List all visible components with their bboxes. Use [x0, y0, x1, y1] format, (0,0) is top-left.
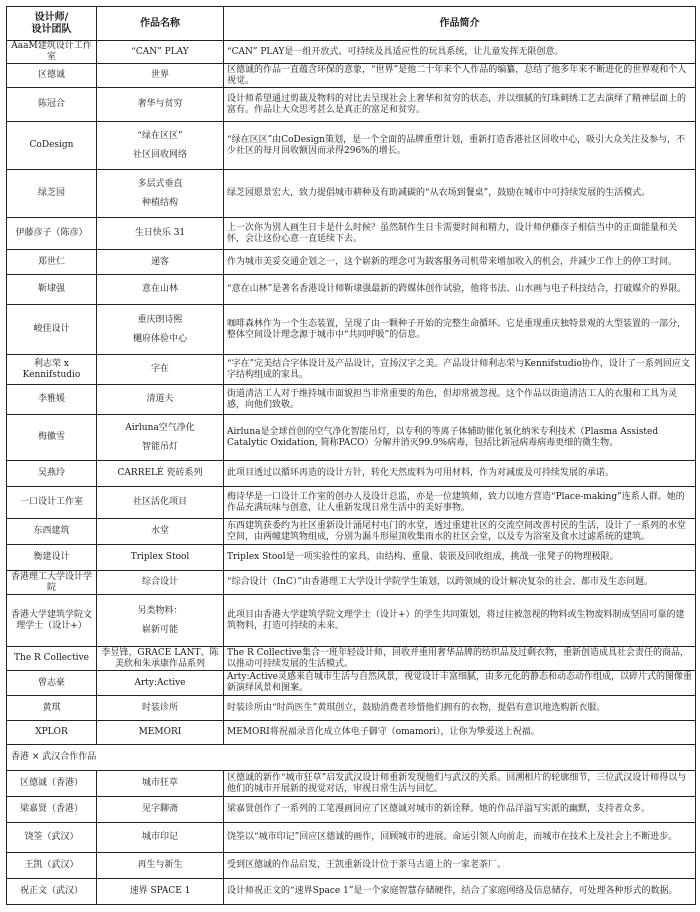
work-title-line: 递客: [150, 256, 169, 267]
description-cell: “意在山林”是著名香港设计师靳埭强最新的跨媒体创作试验，他将书法、山水画与电子科技结合，打破媒介的界限。: [224, 275, 696, 305]
description-cell: 梅诗华是一口设计工作室的创办人及设计总监，亦是一位建筑师，致力以地方营造“Place-making”连系人群。她的作品充满玩味与创意，让人重新发现日常生活中的美好事物。: [224, 487, 696, 519]
table-row: [7, 218, 696, 250]
designer-cell: CoDesign: [7, 122, 97, 170]
work-title-line: 社区活化项目: [132, 497, 187, 507]
table-row: [7, 122, 696, 170]
work-cell: [97, 671, 224, 696]
table-row: [7, 355, 696, 385]
work-title-line: MEMORI: [138, 727, 182, 737]
designer-cell: AaaM建筑设计工作室: [7, 41, 97, 64]
main-table-body: [7, 41, 696, 745]
table-row: [7, 595, 696, 647]
table-row: [7, 696, 696, 721]
work-title-line: Triplex Stool: [130, 552, 190, 562]
designer-cell: 峻佳设计: [7, 305, 97, 355]
table-row: [7, 415, 696, 461]
description-cell: Triplex Stool是一项实验性的家具，由结构、重量、装嵌及回收组成，挑战一张凳子的物理极限。: [224, 545, 696, 571]
description-cell: “绿在区区”由CoDesign策划，是一个全面的品牌重塑计划，重新打造香港社区回收中心，吸引大众关注及参与，不少社区的每月回收额因而录得296%的增长。: [224, 122, 696, 170]
work-title-line: 多层式垂直: [137, 178, 183, 189]
description-cell: 作为城市美妥交通企划之一，这个崭新的理念可为载客服务司机带来增加收入的机会，并减少工作上的停工时间。: [224, 250, 696, 275]
designer-cell: 曾志豪: [7, 671, 97, 696]
table-row: [7, 250, 696, 275]
description-cell: 设计师希望通过剪裁及物料的对比去呈现社会上奢华和贫穷的状态，并以细腻的钉珠刺绣工艺去演绎了精神层面上的富有。作品让大众思考甚么是真正的富足和贫穷。: [224, 88, 696, 122]
table-row: [7, 275, 696, 305]
table-row: [7, 721, 696, 745]
description-cell: 饶筌以“城市印记”回应区德诚的画作，回顾城市的进展。命运引领人向前走，而城市在技术上及社会上不断进步。: [224, 823, 696, 853]
work-title-line: 速界 SPACE 1: [129, 886, 191, 896]
table-row: [7, 771, 696, 797]
work-cell: [97, 250, 224, 275]
desc-column-header: 作品简介: [224, 7, 696, 41]
work-cell: [97, 545, 224, 571]
work-title-line: 再生与新生: [137, 860, 183, 870]
work-title-line: 世界: [150, 70, 169, 80]
work-title-line: “绿在区区”: [137, 130, 183, 141]
work-title-line: 城市狂草: [141, 778, 178, 788]
work-cell: [97, 355, 224, 385]
table-row: [7, 41, 696, 64]
work-title-line: “CAN” PLAY: [131, 46, 189, 57]
description-cell: 东西建筑获委约为社区重新设计涌尾村屯门的水堂，透过重建社区的交流空间改善村民的生活，设计了一系列的水堂空间，由两幢建筑物组成，分别为漏斗形屋顶收集雨水的社区会堂，以及专为浴室及食水过滤系统的建筑。: [224, 519, 696, 545]
work-cell: [97, 771, 224, 797]
work-title-line: 李昱锋、GRACE LANT、陈美欣和朱承康作品系列: [101, 647, 219, 669]
designer-cell: 利志荣 x Kennifstudio: [7, 355, 97, 385]
work-cell: [97, 797, 224, 823]
work-title-line: 意在山林: [141, 284, 178, 294]
designer-cell: 梁嘉贤（香港）: [7, 797, 97, 823]
work-cell: [97, 721, 224, 745]
table-row: [7, 461, 696, 487]
description-cell: 此项目透过以循环再造的设计方针，转化天然废料为可用材料，作为对减废及可持续发展的承诺。: [224, 461, 696, 487]
work-title-line: 智能吊灯: [141, 441, 178, 452]
work-title-line: 崭新可能: [141, 624, 178, 635]
designer-cell: 衡建设计: [7, 545, 97, 571]
designer-cell: 东西建筑: [7, 519, 97, 545]
table-row: [7, 170, 696, 218]
table-row: [7, 487, 696, 519]
work-title-line: 清道夫: [146, 394, 174, 404]
work-cell: [97, 853, 224, 879]
work-cell: [97, 64, 224, 88]
work-title-line: 城市印记: [141, 832, 178, 842]
designer-cell: XPLOR: [7, 721, 97, 745]
designer-cell: 绿芝园: [7, 170, 97, 218]
table-row: [7, 671, 696, 696]
work-cell: [97, 519, 224, 545]
work-title-line: CARRELÉ 瓷砖系列: [117, 468, 203, 478]
description-cell: MEMORI将祝福录音化成立体电子御守（omamori），让你为挚爱送上祝福。: [224, 721, 696, 745]
designer-column-header: [7, 7, 97, 41]
work-title-line: 重庆朗诗熙: [137, 314, 183, 325]
work-title-line: 樾府体验中心: [132, 333, 187, 344]
work-column-header: 作品名称: [97, 7, 224, 41]
table-row: [7, 305, 696, 355]
description-cell: The R Collective集合一班年轻设计师，回收并重用奢华品牌的纺织品及过剩衣物，重新创造成具社会责任的商品，以推动可持续发展的生活模式。: [224, 647, 696, 671]
designer-cell: 饶筌（武汉）: [7, 823, 97, 853]
work-title-line: 种植结构: [141, 197, 178, 208]
work-cell: [97, 122, 224, 170]
work-cell: [97, 385, 224, 415]
work-cell: [97, 461, 224, 487]
table-row: [7, 797, 696, 823]
description-cell: Arty:Active灵感来自城市生活与自然风景，视觉设计丰富细腻，由多元化的静态和动态动作组成，以碎片式的图像重新演绎风景和图案。: [224, 671, 696, 696]
designer-cell: 陈冠合: [7, 88, 97, 122]
work-title-line: 见字聊斋: [141, 804, 178, 814]
description-cell: 设计师祝正文的“速界Space 1”是一个家庭智慧存储硬件，结合了家庭网络及信息储存，可处理各种形式的数据。: [224, 879, 696, 905]
description-cell: “CAN” PLAY是一组开放式、可持续及具适应性的玩具系统，让儿童发挥无限创意。: [224, 41, 696, 64]
table-row: [7, 823, 696, 853]
table-row: [7, 545, 696, 571]
designer-cell: 祝正文（武汉）: [7, 879, 97, 905]
table-row: [7, 853, 696, 879]
designer-header-line1: 设计师/: [34, 11, 69, 23]
work-cell: [97, 647, 224, 671]
table-row: [7, 88, 696, 122]
work-title-line: 水堂: [150, 526, 169, 536]
work-title-line: 社区回收网络: [132, 149, 187, 160]
work-title-line: 另类物料：: [137, 605, 183, 616]
header-row: [7, 7, 696, 41]
description-cell: 上一次你为别人画生日卡是什么时候？虽然制作生日卡需要时间和精力，设计师伊藤彦子相信当中的正面能量和关怀，会让这份心意一直延续下去。: [224, 218, 696, 250]
work-title-line: Arty:Active: [134, 677, 186, 688]
table-row: [7, 879, 696, 905]
work-cell: [97, 305, 224, 355]
table-row: [7, 64, 696, 88]
table-row: [7, 647, 696, 671]
work-title-line: 字在: [150, 364, 169, 374]
description-cell: 街道清洁工人对于维持城市面貌担当非常重要的角色，但却常被忽视。这个作品以街道清洁工人的衣服和工具为灵感，向他们致敬。: [224, 385, 696, 415]
designer-cell: 伊藤彦子（陈彦）: [7, 218, 97, 250]
description-cell: 区德诚的作品一直蕴含环保的意象，“世界”是他二十年来个人作品的编纂，总结了他多年来不断进化的世界观和个人视觉。: [224, 64, 696, 88]
work-cell: [97, 88, 224, 122]
designer-header-line2: 设计团队: [31, 23, 72, 35]
description-cell: 区德诚的新作“城市狂草”启发武汉设计师重新发现他们与武汉的关系。回溯相片的轮廓细节，三位武汉设计师得以与他们的城市开展新的视觉对话，审视日常生活与回忆。: [224, 771, 696, 797]
work-cell: [97, 275, 224, 305]
description-cell: 绿芝园愿景宏大，致力提倡城市耕种及有助减碳的“从农场到餐桌”，鼓励在城市中可持续发展的生活模式。: [224, 170, 696, 218]
description-cell: 受到区德诚的作品启发，王凯重新设计位于茶马古道上的一家老茶厂。: [224, 853, 696, 879]
works-table: [6, 6, 696, 905]
table-row: [7, 519, 696, 545]
designer-cell: 区德诚: [7, 64, 97, 88]
work-title-line: 时装诊所: [141, 702, 178, 713]
work-cell: [97, 218, 224, 250]
table-row: [7, 385, 696, 415]
work-cell: [97, 696, 224, 721]
designer-cell: 靳埭强: [7, 275, 97, 305]
designer-cell: 香港大学建筑学院文理学士（设计+）: [7, 595, 97, 647]
collab-table-body: [7, 771, 696, 905]
section-title: 香港 × 武汉合作作品: [7, 745, 696, 771]
work-cell: [97, 823, 224, 853]
description-cell: 时装诊所由“时尚医生”黄琪创立，鼓励消费者珍惜他们拥有的衣物，提倡有意识地选购新衣服。: [224, 696, 696, 721]
designer-cell: 香港理工大学设计学院: [7, 571, 97, 595]
description-cell: 梁嘉贤创作了一系列的工笔漫画回应了区德诚对城市的新诠释。她的作品洋溢写实派的幽默，支持者众多。: [224, 797, 696, 823]
description-cell: “字在”完美结合字体设计及产品设计，宣扬汉字之美。产品设计师利志荣与Kennifstudio协作，设计了一系列回应文字结构组成的家具。: [224, 355, 696, 385]
work-title-line: 综合设计: [141, 577, 178, 587]
work-cell: [97, 415, 224, 461]
work-title-line: 奢华与贫穷: [137, 99, 183, 109]
description-cell: Airluna是全球首创的空气净化智能吊灯，以专利的等离子体辅助催化氧化纳米专利技术（Plasma Assisted Catalytic Oxidation, 简称PACO）分解并消灭99.9%病毒，包括比新冠病毒病毒更细的微生物。: [224, 415, 696, 461]
description-cell: 咖啡森林作为一个生态装置，呈现了由一颗种子开始的完整生命循环。它是重现重庆独特景观的大型装置的一部分，整体空间设计理念源于城市中“共同呼吸”的信息。: [224, 305, 696, 355]
description-cell: 此项目由香港大学建筑学院文理学士（设计+）的学生共同策划，将过往被忽视的物料或生物废料制成坚固可靠的建筑物料，打造可持续的未来。: [224, 595, 696, 647]
work-cell: [97, 41, 224, 64]
designer-cell: 梅徽雪: [7, 415, 97, 461]
work-title-line: 生日快乐 31: [134, 228, 186, 238]
work-cell: [97, 595, 224, 647]
work-cell: [97, 170, 224, 218]
section-row: [7, 745, 696, 771]
designer-cell: 李雅媛: [7, 385, 97, 415]
designer-cell: 一口设计工作室: [7, 487, 97, 519]
designer-cell: 区德诚（香港）: [7, 771, 97, 797]
work-cell: [97, 487, 224, 519]
designer-cell: 王凯（武汉）: [7, 853, 97, 879]
designer-cell: 吴燕玲: [7, 461, 97, 487]
work-cell: [97, 571, 224, 595]
work-cell: [97, 879, 224, 905]
work-title-line: Airluna空气净化: [125, 422, 195, 433]
table-row: [7, 571, 696, 595]
designer-cell: 黄琪: [7, 696, 97, 721]
designer-cell: 郑世仁: [7, 250, 97, 275]
designer-cell: The R Collective: [7, 647, 97, 671]
description-cell: “综合设计（InC）”由香港理工大学设计学院学生策划，以跨领域的设计解决复杂的社会、都市及生态问题。: [224, 571, 696, 595]
